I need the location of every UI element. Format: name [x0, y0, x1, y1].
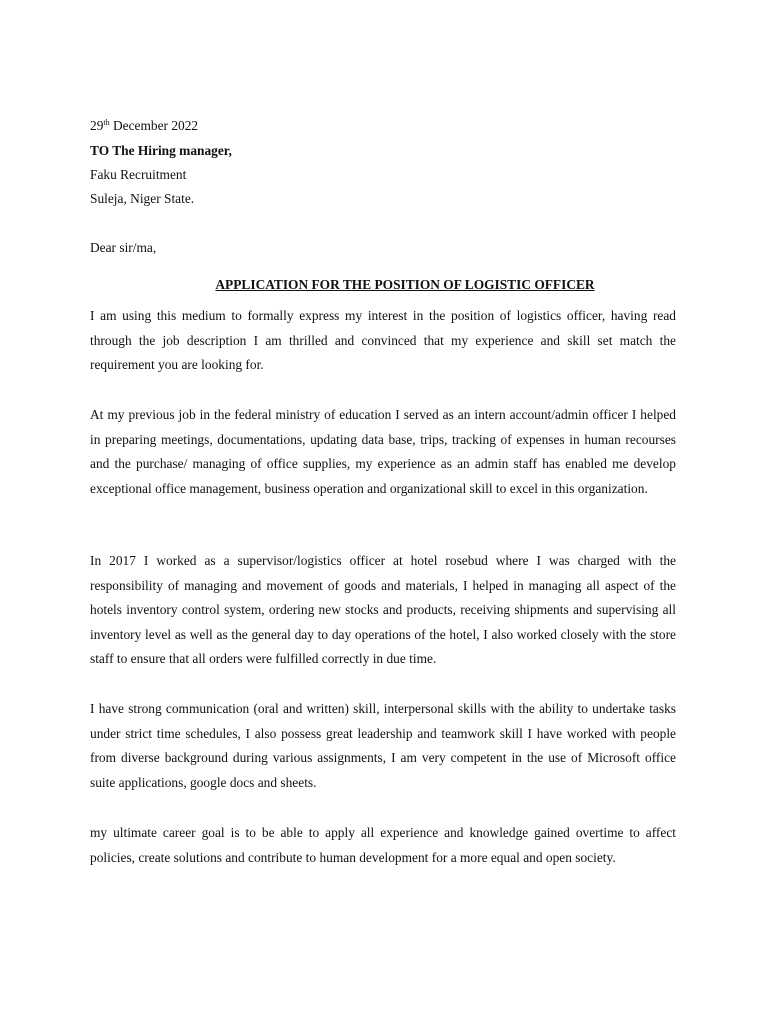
body-paragraph-4: I have strong communication (oral and written) skill, interpersonal skills with the ability to undertake tasks under strict time schedules, I also possess great leadership and teamwork skill I have worked with people from diverse background during various assignments, I am very competent in the use of Microsoft office suite applications, google docs and sheets. [90, 701, 676, 790]
date-rest: December 2022 [109, 118, 199, 133]
company-line: Faku Recruitment [90, 167, 187, 182]
recipient-line: TO The Hiring manager, [90, 143, 232, 158]
subject-heading: APPLICATION FOR THE POSITION OF LOGISTIC OFFICER [215, 277, 595, 292]
body-paragraph-3: In 2017 I worked as a supervisor/logistics officer at hotel rosebud where I was charged with the responsibility of managing and movement of goods and materials, I helped in managing all aspect of the hotels inventory control system, ordering new stocks and products, receiving shipments and supervising all inventory level as well as the general day to day operations of the hotel, I also worked closely with the store staff to ensure that all orders were fulfilled correctly in due time. [90, 553, 676, 667]
body-paragraph-1: I am using this medium to formally express my interest in the position of logistics officer, having read through the job description I am thrilled and convinced that my experience and skill set match the requirement you are looking for. [90, 308, 676, 373]
body-paragraph-5: my ultimate career goal is to be able to apply all experience and knowledge gained overtime to affect policies, create solutions and contribute to human development for a more equal and open society. [90, 825, 676, 865]
body-paragraph-2: At my previous job in the federal ministry of education I served as an intern account/admin officer I helped in preparing meetings, documentations, updating data base, trips, tracking of expenses in human recourses and the purchase/ managing of office supplies, my experience as an admin staff has enabled me develop exceptional office management, business operation and organizational skill to excel in this organization. [90, 407, 676, 496]
letter-date [90, 118, 198, 134]
salutation: Dear sir/ma, [90, 240, 157, 255]
location-line: Suleja, Niger State. [90, 191, 195, 206]
date-day: 29 [90, 118, 104, 133]
date-suffix: th [103, 118, 110, 127]
